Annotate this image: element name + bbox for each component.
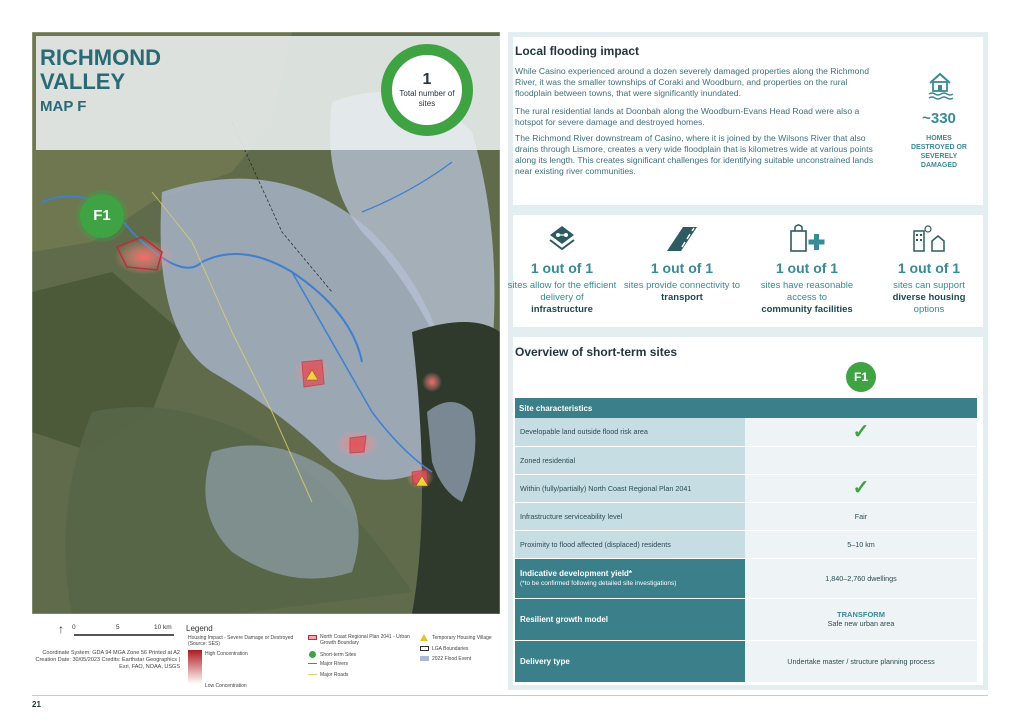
check-icon: ✓ (852, 477, 870, 499)
legend-roads-swatch (308, 674, 317, 675)
legend-flood-swatch (420, 656, 429, 661)
legend-ncrp-swatch (308, 635, 317, 640)
scale-bar-line (74, 634, 174, 636)
metric-infrastructure-bold: infrastructure (531, 304, 593, 315)
row-value: 5–10 km (745, 530, 977, 558)
table-row (515, 530, 977, 558)
road-icon (623, 220, 741, 256)
table-row (515, 474, 977, 502)
metric-housing-text: sites can support (893, 280, 965, 291)
house-flood-icon (927, 70, 953, 105)
total-sites-donut (381, 44, 473, 136)
legend-roads: Major Roads (320, 672, 349, 678)
yield-note: (*to be confirmed following detailed site investigations) (520, 580, 677, 587)
legend-rivers: Major Rivers (320, 661, 349, 667)
row-value: 1,840–2,760 dwellings (745, 558, 977, 598)
overview-heading: Overview of short-term sites (515, 345, 678, 359)
row-value: Undertake master / structure planning process (745, 640, 977, 682)
table-header-row (515, 398, 977, 418)
housing-icon (870, 220, 988, 256)
row-key: Delivery type (515, 640, 745, 682)
map-credits: Coordinate System: GDA 94 MGA Zone 56 Printed at A2 Creation Date: 30/05/2023 Credits: Earthstar Geographics | Esri, FAO, NOAA, USGS (35, 650, 180, 670)
metric-community (748, 220, 866, 316)
flooding-para-2: The rural residential lands at Doonbah along the Woodburn-Evans Head Road were also a hotspot for severe damage and destroyed homes. (515, 106, 860, 127)
row-value (745, 418, 977, 446)
total-sites-value: 1 (422, 71, 432, 88)
legend-short-term-swatch (309, 651, 316, 658)
legend-short-term: Short-term Sites (320, 652, 357, 658)
table-header: Site characteristics (515, 398, 977, 418)
metric-transport (623, 220, 741, 304)
legend-gradient (188, 650, 202, 684)
legend-ncrp: North Coast Regional Plan 2041 - Urban Growth Boundary (320, 634, 410, 646)
row-value (745, 598, 977, 640)
legend-lga-swatch (420, 646, 429, 651)
metric-community-bold: community facilities (761, 304, 853, 315)
homes-damaged-label: HOMES DESTROYED OR SEVERELY DAMAGED (910, 135, 967, 169)
metric-infrastructure-text: sites allow for the efficient delivery of (507, 280, 617, 303)
row-key: Proximity to flood affected (displaced) residents (515, 530, 745, 558)
row-key (515, 558, 745, 598)
growth-model-desc: Safe new urban area (827, 619, 895, 628)
legend-lga: LGA Boundaries (432, 646, 469, 652)
scale-tick-10: 10 km (154, 624, 172, 631)
scale-tick-5: 5 (116, 624, 120, 631)
metric-community-value: 1 out of 1 (775, 260, 839, 276)
metric-transport-bold: transport (661, 292, 703, 303)
table-row (515, 446, 977, 474)
map-title: RICHMOND VALLEY (40, 45, 161, 94)
table-row (515, 558, 977, 598)
total-sites-label: Total number of sites (399, 89, 455, 108)
metric-housing (870, 220, 988, 316)
legend-temp-village: Temporary Housing Village (432, 635, 492, 641)
metric-transport-text: sites provide connectivity to (623, 280, 741, 291)
flooding-para-1: While Casino experienced around a dozen severely damaged properties along the Richmond River, it was the smaller townships of Coraki and Woodburn, and properties on the rural floodplain between towns, that were significantly inundated. (515, 66, 869, 98)
table-row (515, 598, 977, 640)
row-key: Within (fully/partially) North Coast Regional Plan 2041 (515, 474, 745, 502)
metric-housing-value: 1 out of 1 (897, 260, 961, 276)
metric-infrastructure (503, 220, 621, 316)
legend-housing-impact: Housing Impact - Severe Damage or Destroyed (Source: SES) (188, 635, 294, 647)
legend-temp-village-icon (420, 634, 428, 641)
homes-damaged-value: ~330 (922, 110, 956, 127)
scale-tick-0: 0 (72, 624, 76, 631)
shopping-bag-plus-icon (748, 220, 866, 256)
site-marker-f1[interactable]: F1 (80, 194, 124, 238)
table-row (515, 640, 977, 682)
check-icon: ✓ (852, 420, 870, 443)
map-subtitle: MAP F (40, 98, 87, 115)
table-row (515, 418, 977, 446)
legend-high: High Concentration (205, 651, 248, 657)
infrastructure-icon (503, 220, 621, 256)
scale-bar (58, 622, 178, 652)
site-characteristics-table (515, 398, 977, 683)
row-value (745, 474, 977, 502)
growth-model-type: TRANSFORM (837, 610, 885, 619)
row-value: Fair (745, 502, 977, 530)
legend-rivers-swatch (308, 663, 317, 664)
row-key: Zoned residential (515, 446, 745, 474)
footer-divider (32, 695, 988, 696)
row-key: Resilient growth model (515, 598, 745, 640)
metric-community-text: sites have reasonable access to (760, 280, 854, 303)
legend-low: Low Concentration (205, 683, 247, 689)
site-label-f1: F1 (846, 362, 876, 392)
flooding-heading: Local flooding impact (515, 44, 640, 58)
table-row (515, 502, 977, 530)
legend-title: Legend (186, 624, 213, 633)
metric-transport-value: 1 out of 1 (650, 260, 714, 276)
page-number: 21 (32, 700, 41, 709)
row-key: Infrastructure serviceability level (515, 502, 745, 530)
metric-housing-bold: diverse housing (892, 292, 966, 303)
north-arrow-icon: ↑ (58, 622, 64, 636)
legend-flood: 2022 Flood Event (432, 656, 472, 662)
metric-infrastructure-value: 1 out of 1 (530, 260, 594, 276)
flooding-para-3: The Richmond River downstream of Casino, where it is joined by the Wilsons River that also drains through Lismore, creates a very wide floodplain that is kilometres wide at various points along its length. This creates significant challenges for identifying suitable unconstrained lands near existing river communities. (515, 133, 874, 176)
row-key: Developable land outside flood risk area (515, 418, 745, 446)
yield-label: Indicative development yield* (520, 569, 633, 578)
metric-housing-post: options (913, 304, 945, 315)
row-value (745, 446, 977, 474)
